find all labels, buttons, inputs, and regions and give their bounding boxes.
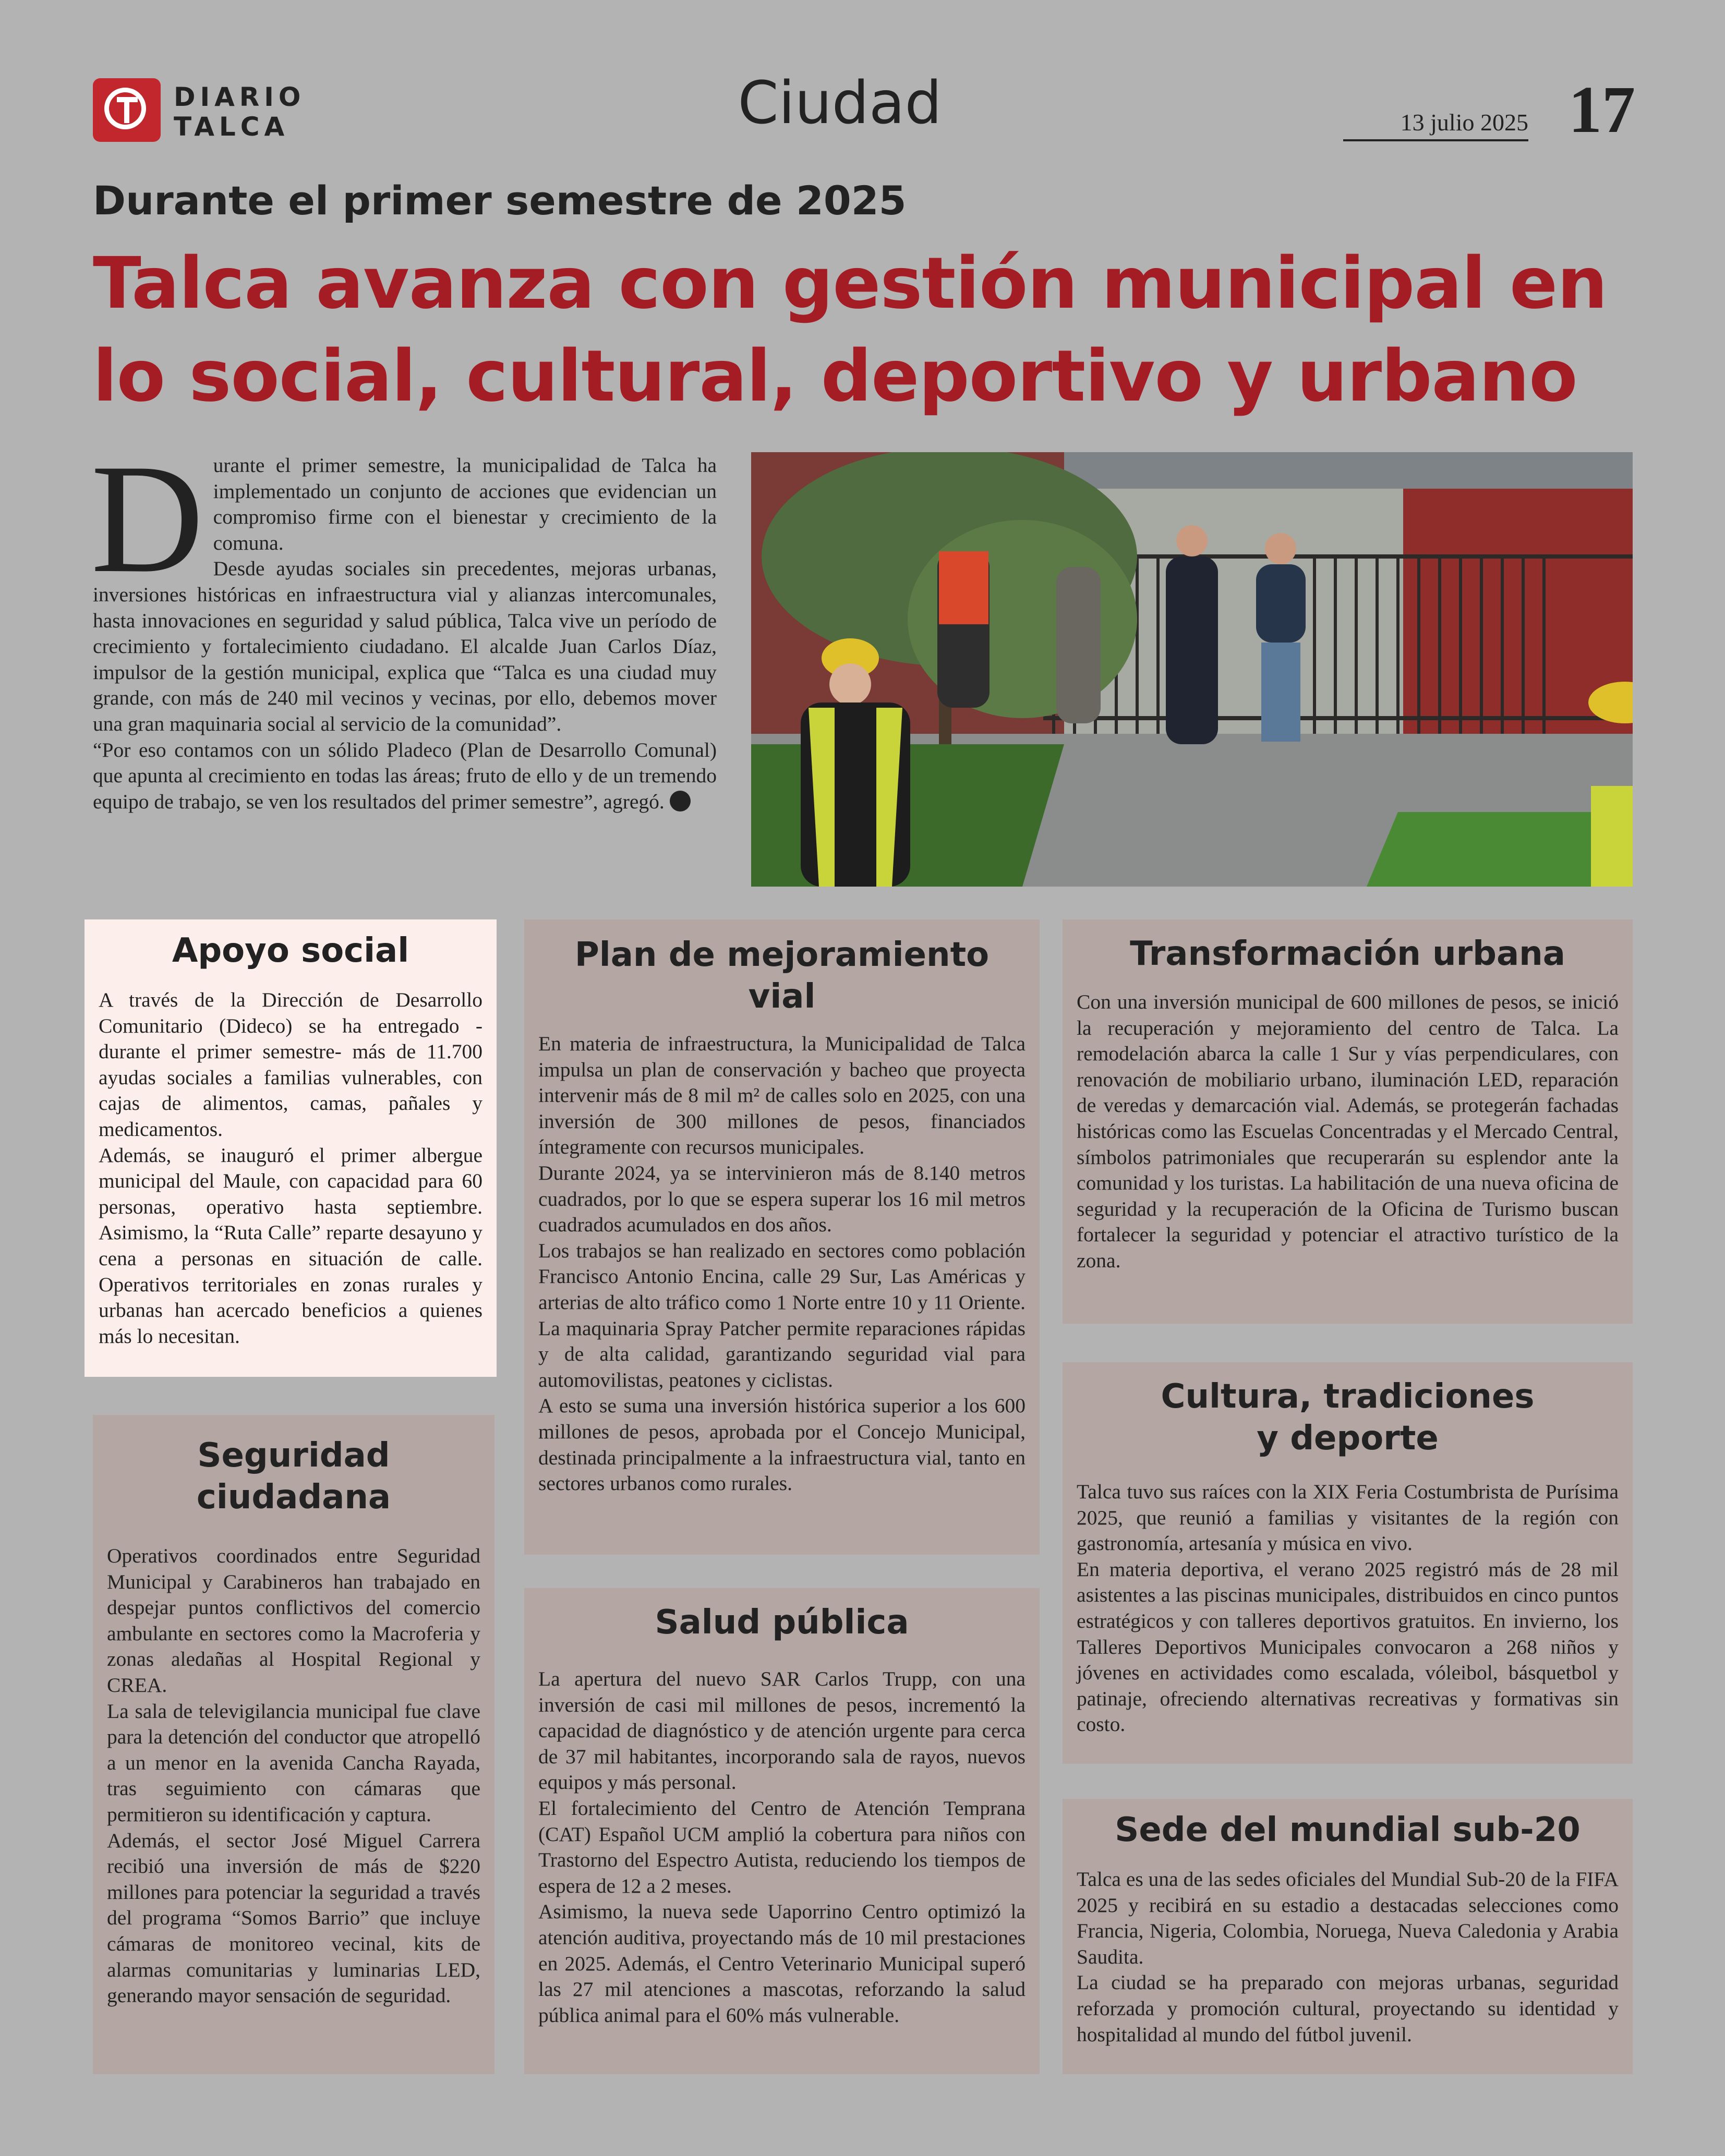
- box-body: [538, 1031, 1026, 1497]
- box-paragraph: Con una inversión municipal de 600 millones de pesos, se inició la recuperación y mejoramiento del centro de Talca. La remodelación abarca la calle 1 Sur y vías perpendiculares, con renovación de mobiliario urbano, iluminación LED, reparación de veredas y demarcación vial. Además, se protegerán fachadas históricas como las Escuelas Concentradas y el Mercado Central, símbolos patrimoniales que recuperarán su esplendor ante la comunidad y los turistas. La habilitación de una nueva oficina de seguridad y la recuperación de la Oficina de Turismo buscan fortalecer la seguridad y potenciar el atractivo turístico de la zona.: [1077, 990, 1619, 1272]
- page-number: 17: [1569, 72, 1635, 147]
- lead-paragraph: urante el primer semestre, la municipalidad de Talca ha implementado un conjunto de acciones que evidencian un compromiso firme con el bienestar y crecimiento de la comuna.: [213, 454, 717, 554]
- box-body: [1077, 989, 1619, 1274]
- box-cultura-deporte: [1063, 1362, 1633, 1764]
- box-title: Sede del mundial sub-20: [1115, 1811, 1581, 1849]
- box-paragraph: A esto se suma una inversión histórica superior a los 600 millones de pesos, aprobada por el Concejo Municipal, destinada principalmente a la infraestructura vial, tanto en sectores urbanos como rurales.: [538, 1394, 1026, 1495]
- section-name: Ciudad: [738, 69, 942, 137]
- box-body: [99, 987, 482, 1349]
- box-paragraph: La apertura del nuevo SAR Carlos Trupp, con una inversión de casi mil millones de pesos, incrementó la capacidad de diagnóstico y de atención urgente para cerca de 37 mil habitantes, incorporando sala de rayos, nuevos equipos y más personal.: [538, 1667, 1026, 1794]
- box-paragraph: Talca es una de las sedes oficiales del Mundial Sub-20 de la FIFA 2025 y recibirá en su estadio a destacadas selecciones como Francia, Nigeria, Colombia, Noruega, Nueva Caledonia y Arabia Saudita.: [1077, 1868, 1619, 1968]
- article-lead: [91, 432, 717, 815]
- box-title: Plan de mejoramiento vial: [574, 936, 990, 1016]
- box-paragraph: Operativos coordinados entre Seguridad Municipal y Carabineros han trabajado en despejar puntos conflictivos del comercio ambulante en sectores como la Macroferia y zonas aledañas al Hospital Regional y CREA.: [107, 1544, 480, 1697]
- box-paragraph: Talca tuvo sus raíces con la XIX Feria Costumbrista de Purísima 2025, que reunió a familias y visitantes de la región con gastronomía, artesanía y música en vivo.: [1077, 1480, 1619, 1555]
- box-paragraph: Además, se inauguró el primer albergue municipal del Maule, con capacidad para 60 personas, operativo hasta septiembre. Asimismo, la “Ruta Calle” reparte desayuno y cena a personas en situación de calle. Operativos territoriales en zonas rurales y urbanas han acercado beneficios a quienes más lo necesitan.: [99, 1143, 482, 1348]
- box-paragraph: Además, el sector José Miguel Carrera recibió una inversión de más de $220 millones para potenciar la seguridad a través del programa “Somos Barrio” que incluye cámaras de monitoreo vecinal, kits de alarmas comunitarias y luminarias LED, generando mayor sensación de seguridad.: [107, 1828, 480, 2007]
- box-plan-vial: [524, 919, 1040, 1555]
- box-title: Salud pública: [655, 1603, 909, 1642]
- box-paragraph: En materia deportiva, el verano 2025 registró más de 28 mil asistentes a las piscinas municipales, distribuidos en cinco puntos estratégicos y con talleres deportivos gratuitos. En invierno, los Talleres Deportivos Municipales convocaron a 268 niños y jóvenes en actividades como escalada, vóleibol, básquetbol y patinaje, ofreciendo alternativas recreativas y formativas sin costo.: [1077, 1557, 1619, 1736]
- diario-talca-logo: [93, 78, 308, 143]
- box-title: Transformación urbana: [1130, 935, 1565, 973]
- article-photo: [751, 452, 1633, 887]
- logo-line-1: DIARIO: [174, 82, 306, 112]
- box-body: [538, 1666, 1026, 2028]
- box-seguridad-ciudadana: [93, 1415, 494, 2074]
- logo-line-2: TALCA: [174, 112, 289, 142]
- box-salud-publica: [524, 1588, 1040, 2074]
- issue-date: 13 julio 2025: [1343, 107, 1528, 141]
- box-paragraph: El fortalecimiento del Centro de Atención Temprana (CAT) Español UCM amplió la cobertura para niños con Trastorno del Espectro Autista, reduciendo los tiempos de espera de 12 a 2 meses.: [538, 1796, 1026, 1897]
- box-paragraph: Durante 2024, ya se intervinieron más de 8.140 metros cuadrados, por lo que se espera superar los 16 mil metros cuadrados acumulados en dos años.: [538, 1161, 1026, 1237]
- box-paragraph: Asimismo, la nueva sede Uaporrino Centro optimizó la atención auditiva, proyectando más de 10 mil prestaciones en 2025. Además, el Centro Veterinario Municipal superó las 27 mil atenciones a mascotas, reforzando la salud pública animal para el 60% más vulnerable.: [538, 1900, 1026, 2027]
- box-body: [1077, 1867, 1619, 2048]
- lead-paragraph: “Por eso contamos con un sólido Pladeco (Plan de Desarrollo Comunal) que apunta al crecimiento en todas las áreas; fruto de ello y de un tremendo equipo de trabajo, se ven los resultados del primer semestre”, agregó.: [93, 738, 717, 813]
- box-paragraph: La sala de televigilancia municipal fue clave para la detención del conductor que atropelló a un menor en la avenida Cancha Rayada, tras seguimiento con cámaras que permitieron su identificación y captura.: [107, 1699, 480, 1826]
- article-kicker: Durante el primer semestre de 2025: [93, 177, 907, 224]
- box-title: Apoyo social: [172, 931, 409, 970]
- box-paragraph: La ciudad se ha preparado con mejoras urbanas, seguridad reforzada y promoción cultural, proyectando su identidad y hospitalidad al mundo del fútbol juvenil.: [1077, 1971, 1619, 2046]
- box-body: [107, 1543, 480, 2009]
- logo-mark-icon: [93, 78, 161, 142]
- end-of-article-mark: [670, 791, 691, 811]
- box-paragraph: En materia de infraestructura, la Municipalidad de Talca impulsa un plan de conservación y bacheo que proyecta intervenir más de 8 mil m² de calles solo en 2025, con una inversión de 300 millones de pesos, financiados íntegramente con recursos municipales.: [538, 1032, 1026, 1159]
- box-paragraph: A través de la Dirección de Desarrollo Comunitario (Dideco) se ha entregado -durante el primer semestre- más de 11.700 ayudas sociales a familias vulnerables, con cajas de alimentos, camas, pañales y medicamentos.: [99, 988, 482, 1141]
- box-mundial-sub20: [1063, 1799, 1633, 2074]
- box-apoyo-social: [85, 919, 497, 1377]
- box-transformacion-urbana: [1063, 919, 1633, 1324]
- box-title: Cultura, tradiciones y deporte: [1161, 1377, 1535, 1458]
- logo-text: [174, 82, 305, 142]
- article-headline: Talca avanza con gestión municipal en lo social, cultural, deportivo y urbano: [93, 243, 1608, 418]
- box-paragraph: Los trabajos se han realizado en sectores como población Francisco Antonio Encina, calle 29 Sur, Las Américas y arterias de alto tráfico como 1 Norte entre 10 y 11 Oriente. La maquinaria Spray Patcher permite reparaciones rápidas y de alta calidad, garantizando seguridad vial para automovilistas, peatones y ciclistas.: [538, 1239, 1026, 1391]
- lead-paragraph: Desde ayudas sociales sin precedentes, mejoras urbanas, inversiones históricas en infraestructura vial y alianzas intercomunales, hasta innovaciones en seguridad y salud pública, Talca vive un período de crecimiento y fortalecimiento ciudadano. El alcalde Juan Carlos Díaz, impulsor de la gestión municipal, explica que “Talca es una ciudad muy grande, con más de 240 mil vecinos y vecinas, por ello, debemos mover una gran maquinaria social al servicio de la comunidad”.: [93, 557, 717, 735]
- box-title: Seguridad ciudadana: [196, 1436, 391, 1517]
- photo-illustration: [751, 452, 1633, 887]
- drop-cap: D: [91, 432, 204, 605]
- box-body: [1077, 1479, 1619, 1738]
